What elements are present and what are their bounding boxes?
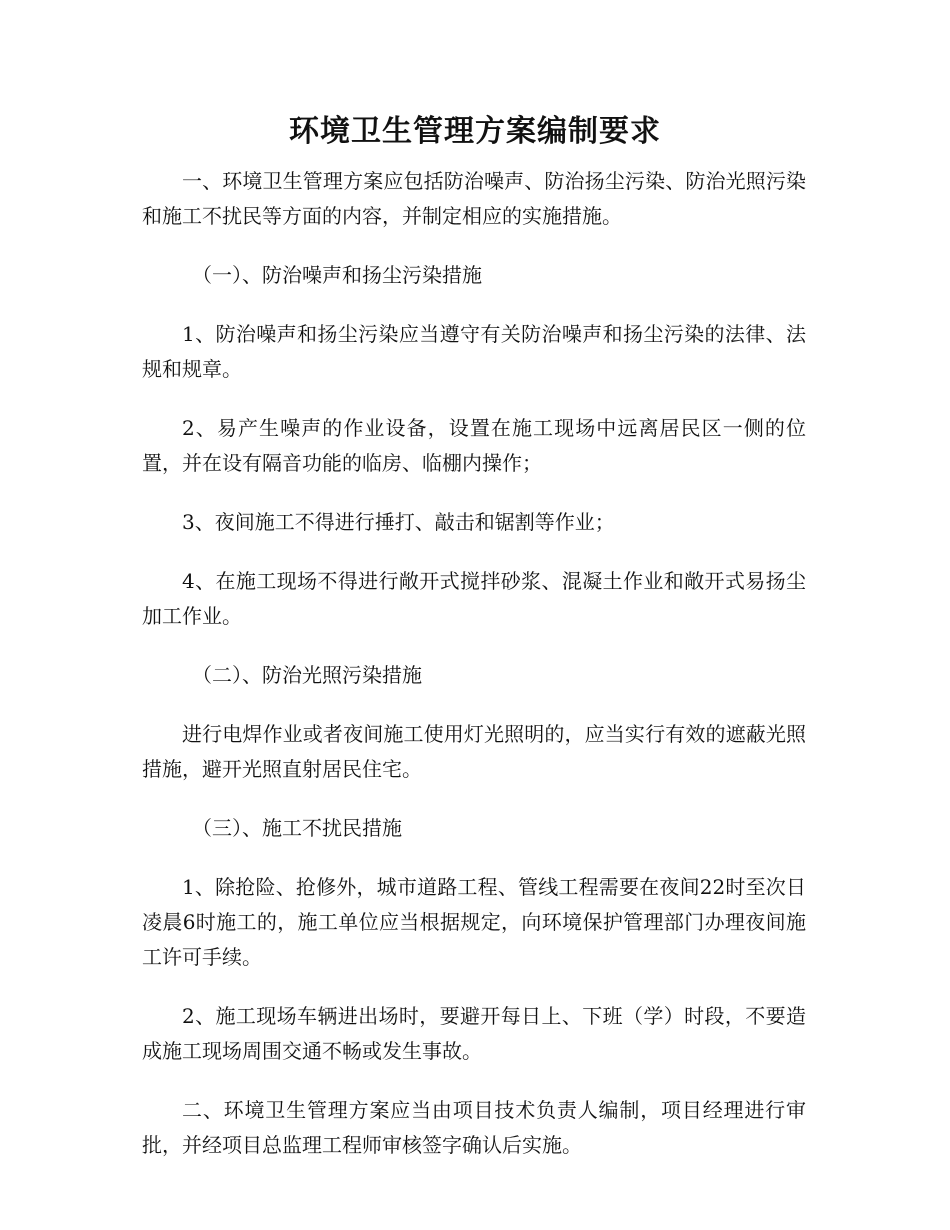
paragraph-noise-1: 1、防治噪声和扬尘污染应当遵守有关防治噪声和扬尘污染的法律、法规和规章。 — [142, 322, 806, 381]
paragraph-no-disturb-1: 1、除抢险、抢修外，城市道路工程、管线工程需要在夜间22时至次日凌晨6时施工的，施工单位应当根据规定，向环境保护管理部门办理夜间施工许可手续。 — [142, 875, 806, 969]
subheading-noise-dust: （一）、防治噪声和扬尘污染措施 — [192, 263, 482, 287]
paragraph-noise-4: 4、在施工现场不得进行敞开式搅拌砂浆、混凝土作业和敞开式易扬尘加工作业。 — [142, 569, 806, 628]
document-body — [142, 164, 806, 1187]
paragraph-section-1: 一、环境卫生管理方案应包括防治噪声、防治扬尘污染、防治光照污染和施工不扰民等方面的内容，并制定相应的实施措施。 — [142, 169, 806, 228]
page-title: 环境卫生管理方案编制要求 — [289, 114, 661, 149]
paragraph-noise-3: 3、夜间施工不得进行捶打、敲击和锯割等作业； — [182, 510, 615, 534]
paragraph-section-2: 二、环境卫生管理方案应当由项目技术负责人编制，项目经理进行审批，并经项目总监理工程师审核签字确认后实施。 — [142, 1098, 806, 1157]
paragraph-no-disturb-2: 2、施工现场车辆进出场时，要避开每日上、下班（学）时段，不要造成施工现场周围交通不畅或发生事故。 — [142, 1004, 806, 1063]
paragraph-light: 进行电焊作业或者夜间施工使用灯光照明的，应当实行有效的遮蔽光照措施，避开光照直射居民住宅。 — [142, 722, 806, 781]
paragraph-noise-2: 2、易产生噪声的作业设备，设置在施工现场中远离居民区一侧的位置，并在设有隔音功能的临房、临棚内操作； — [142, 416, 806, 475]
subheading-no-disturb: （三）、施工不扰民措施 — [192, 816, 402, 840]
subheading-light: （二）、防治光照污染措施 — [192, 663, 422, 687]
